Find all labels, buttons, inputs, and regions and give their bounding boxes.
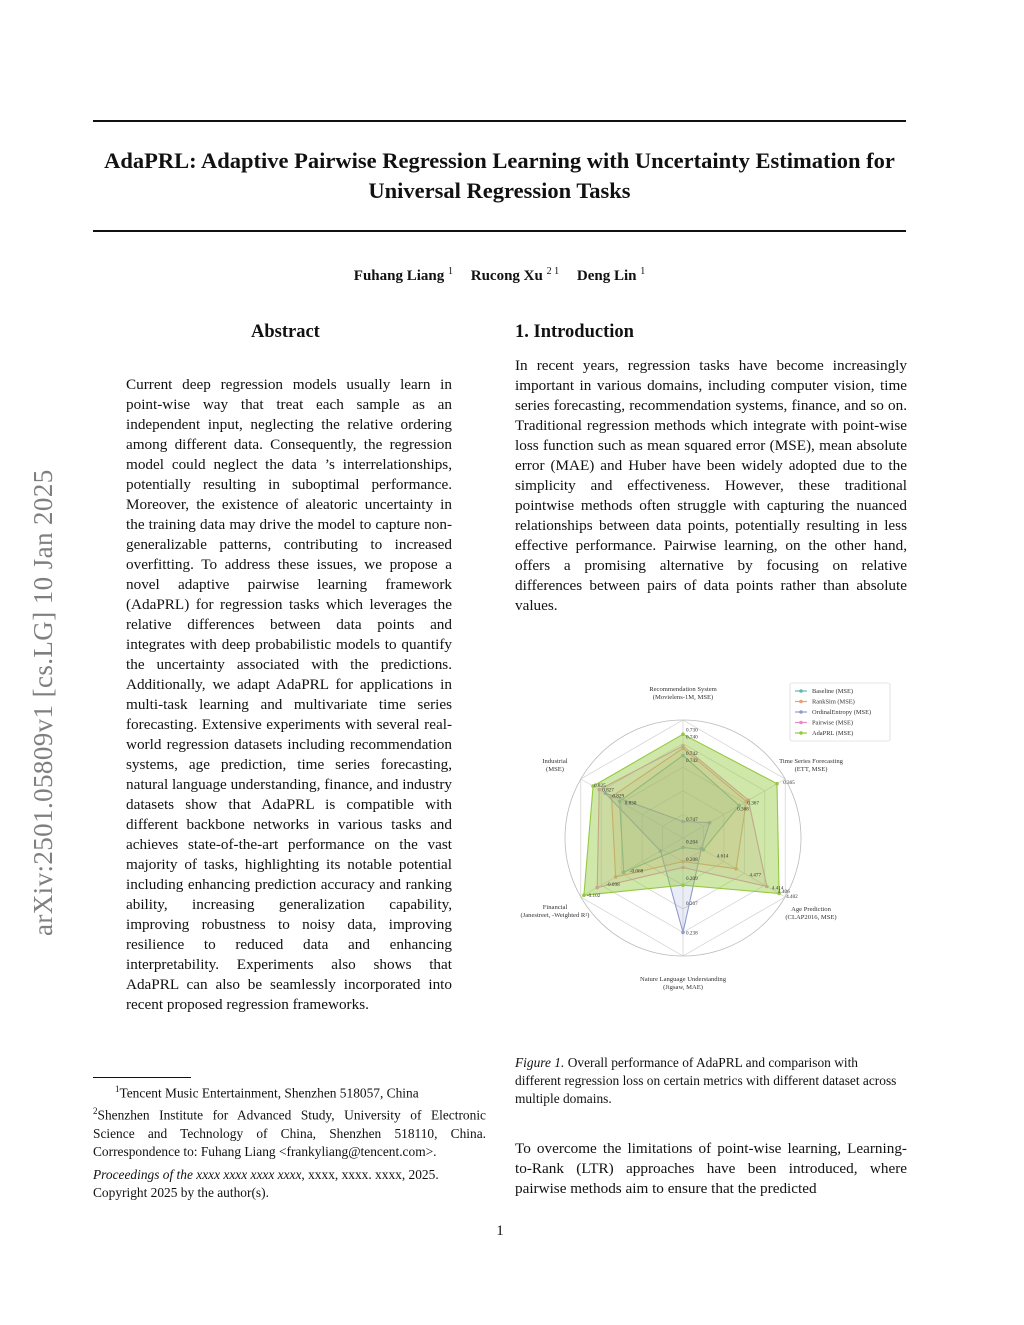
legend-swatch-dot-2 — [799, 700, 803, 704]
value-label-22: 0.825 — [594, 782, 606, 789]
value-label-17: 0.208 — [686, 857, 698, 864]
author-name: Deng Lin — [576, 268, 637, 284]
value-label-13: 4.614 — [716, 853, 729, 860]
value-label-4: 0.742 — [686, 758, 698, 765]
legend-entry-4: Pairwise (MSE) — [812, 719, 854, 727]
axis-label-1-line-2: (Movielens-1M, MSE) — [652, 694, 714, 701]
axis-label-3-line-2: (CLAP2016, MSE) — [785, 914, 837, 921]
figure-label: Figure 1. — [515, 1055, 565, 1070]
axis-label-6-line-1: Industrial — [542, 758, 568, 765]
value-label-5: 0.747 — [686, 817, 698, 824]
top-rule — [93, 120, 906, 122]
proceedings-line — [93, 1166, 488, 1184]
legend-swatch-dot-5 — [799, 731, 803, 735]
footnotes — [93, 1080, 486, 1161]
footnote-2-mark: 2 — [93, 1106, 98, 1117]
legend-entry-2: RankSim (MSE) — [812, 698, 855, 706]
figure-caption-text: Overall performance of AdaPRL and comparison with different regression loss on certain metrics with different dataset across multiple domains. — [515, 1055, 897, 1106]
title-bottom-rule — [93, 230, 906, 232]
value-label-25: 0.830 — [624, 800, 637, 807]
value-label-3: 0.742 — [686, 751, 698, 757]
author-2[interactable] — [471, 268, 559, 284]
axis-label-5-line-2: (Janestreet, -Weighted R²) — [520, 912, 590, 919]
axis-label-4-line-1: Nature Language Understanding — [639, 976, 727, 983]
series-5-point-4 — [681, 883, 685, 887]
footnote-2 — [93, 1102, 486, 1160]
series-5-point-1 — [681, 732, 685, 736]
author-affiliation: 1 — [640, 266, 646, 277]
axis-label-5-line-1: Financial — [542, 904, 568, 911]
figure-caption — [515, 1054, 907, 1108]
paper-title: AdaPRL: Adaptive Pairwise Regression Learning with Uncertainty Estimation for Universal Regression Tasks — [104, 148, 895, 203]
introduction-heading: 1. Introduction — [515, 322, 634, 342]
author-affiliation: 2 1 — [546, 266, 560, 277]
value-label-6: 0.365 — [783, 780, 795, 786]
legend-swatch-dot-3 — [799, 710, 803, 714]
page-number: 1 — [496, 1223, 504, 1239]
arxiv-stamp[interactable]: arXiv:2501.05809v1 [cs.LG] 10 Jan 2025 — [28, 469, 58, 936]
value-label-19: -0.102 — [586, 893, 601, 900]
value-label-18: 0.204 — [686, 839, 698, 846]
axis-label-2-line-2: (ETT, MSE) — [794, 766, 828, 773]
abstract-body: Current deep regression models usually learn in point-wise way that treat each sample as an independent input, neglecting the relative ordering among different data. Consequently, the regression model could neglect the data ’s interrelationships, potentially resulting in suboptimal performance. Moreover, the existence of aleatoric uncertainty in the training data may drive the model to capture non-generalizable patterns, contributing to increased overfitting. To address these issues, we propose a novel adaptive pairwise learning framework (AdaPRL) for regression tasks which leverages the relative differences between data points and integrates with deep probabilistic models to quantify the uncertainty associated with the predictions. Additionally, we adapt AdaPRL for applications in multi-task learning and multivariate time series forecasting. Extensive experiments with several real-world regression datasets including recommendation systems, age prediction, time series forecasting, natural language understanding, finance, and industry datasets show that AdaPRL is compatible with different backbone networks in various tasks and achieves state-of-the-art performance on the vast majority of tasks, highlighting its notable potential including enhancing prediction accuracy and ranking ability, increasing generalization capability, improving robustness to noisy data, improving resilience to reduced data and enhancing interpretability. Experiments also shows that AdaPRL can also be seamlessly incorporated into recent proposed regression frameworks. — [126, 376, 453, 1013]
legend-entry-1: Baseline (MSE) — [812, 688, 853, 696]
axis-label-2-line-1: Time Series Forecasting — [779, 758, 843, 765]
axis-label-3-line-1: Age Prediction — [791, 906, 831, 913]
value-label-23: 0.827 — [602, 787, 614, 794]
proceedings-details: , xxxx, xxxx. xxxx, 2025. — [301, 1167, 439, 1182]
footnote-1-mark: 1 — [115, 1084, 120, 1094]
axis-label-1-line-1: Recommendation System — [649, 686, 717, 693]
footnote-2-text[interactable]: Shenzhen Institute for Advanced Study, University of Electronic Science and Technology of China, Shenzhen 518110, China. Correspondence to: Fuhang Liang <frankyliang@tencent.com>. — [93, 1107, 486, 1159]
series-5-point-2 — [775, 782, 779, 786]
value-label-1: 0.730 — [686, 727, 698, 734]
introduction-paragraph-1: In recent years, regression tasks have become increasingly important in various domains, including computer vision, time series forecasting, recommendation systems, finance, and so on. Traditional regression methods which integrate with point-wise loss function such as mean squared error (MSE), mean absolute error (MAE) and Huber have been widely adopted due to the simplicity and effectiveness. However, these traditional pointwise methods often struggle with capturing the nuanced relationships between data points, potentially resulting in less effective performance. Pairwise learning, on the other hand, offers a promising alternative by focusing on relative differences between pairs of data points rather than absolute values. — [515, 357, 907, 614]
radar-chart — [505, 675, 905, 1005]
footnote-rule — [93, 1077, 191, 1078]
value-label-8: 0.368 — [737, 806, 749, 813]
author-name: Rucong Xu — [470, 268, 543, 284]
abstract-heading: Abstract — [251, 322, 320, 342]
axis-label-6-line-2: (MSE) — [546, 766, 564, 773]
value-label-16: 0.209 — [686, 876, 698, 883]
author-1[interactable] — [354, 268, 453, 284]
author-list — [93, 266, 906, 285]
value-label-21: -0.068 — [629, 868, 644, 875]
legend-swatch-dot-1 — [799, 689, 803, 693]
author-name: Fuhang Liang — [353, 268, 445, 284]
legend-swatch-dot-4 — [799, 721, 803, 725]
value-label-11: 4.414 — [771, 885, 784, 892]
footnote-1-text: Tencent Music Entertainment, Shenzhen 518057, China — [119, 1085, 419, 1101]
proceedings-venue: Proceedings of the xxxx xxxx xxxx xxxx — [93, 1167, 302, 1182]
legend-entry-5: AdaPRL (MSE) — [812, 730, 854, 738]
author-3[interactable] — [577, 268, 645, 284]
legend-entry-3: OrdinalEntropy (MSE) — [812, 709, 872, 717]
value-label-10: 4.406 — [778, 889, 790, 896]
value-label-7: 0.367 — [747, 800, 759, 807]
introduction-paragraph-2: To overcome the limitations of point-wise learning, Learning-to-Rank (LTR) approaches have been introduced, where pairwise methods aim to ensure that the predicted — [515, 1140, 907, 1197]
proceedings-note — [93, 1166, 488, 1202]
series-3-point-4 — [681, 931, 685, 935]
value-label-15: 0.207 — [686, 900, 698, 907]
value-label-24: 0.829 — [612, 793, 625, 800]
value-label-2: 0.740 — [686, 734, 698, 741]
series-5-point-5 — [582, 893, 586, 897]
copyright-line: Copyright 2025 by the author(s). — [93, 1185, 269, 1200]
value-label-14: 0.238 — [686, 930, 698, 937]
author-affiliation: 1 — [448, 266, 453, 277]
value-label-20: -0.098 — [606, 882, 620, 888]
value-label-12: 4.477 — [749, 872, 762, 879]
footnote-1 — [93, 1080, 486, 1102]
axis-label-4-line-2: (Jigsaw, MAE) — [663, 984, 703, 991]
value-label-9: 4.402 — [786, 893, 798, 900]
